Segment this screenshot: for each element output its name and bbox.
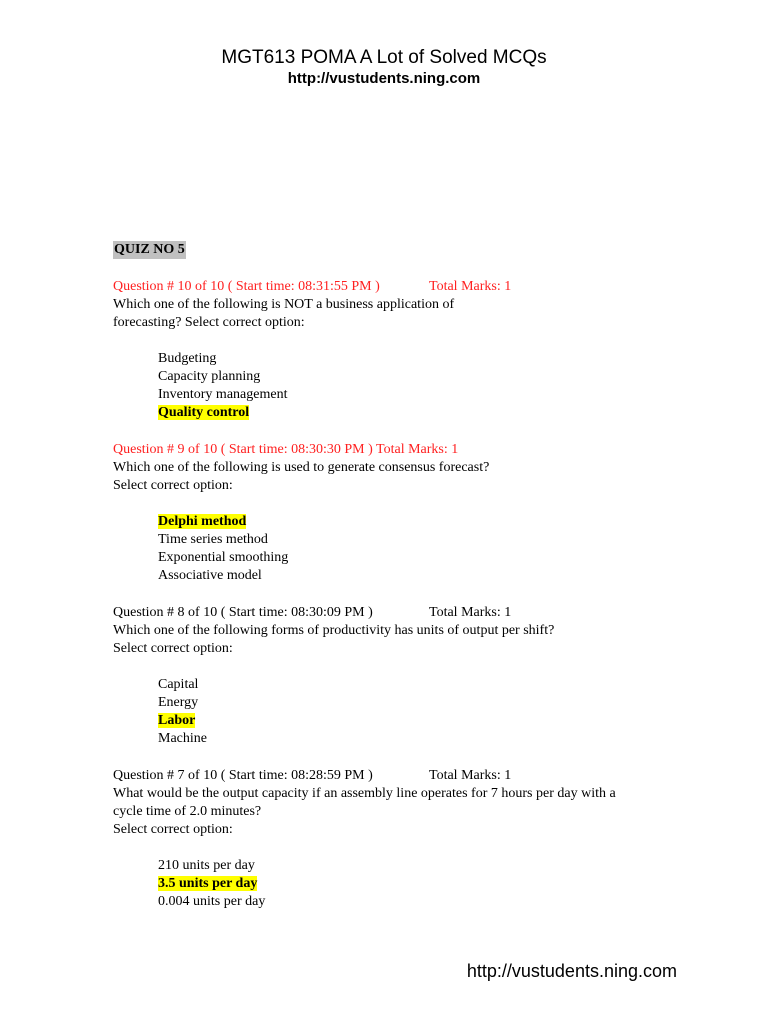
question-header: [113, 278, 693, 296]
option-item: 0.004 units per day: [158, 894, 266, 909]
quiz-title: QUIZ NO 5: [114, 242, 185, 257]
option-item: Exponential smoothing: [158, 550, 289, 565]
header-url-link[interactable]: http://vustudents.ning.com: [287, 70, 481, 87]
question-text-line: Select correct option:: [113, 641, 233, 656]
question-header: [113, 767, 693, 785]
question-marks: Total Marks: 1: [429, 605, 512, 620]
correct-option: Labor: [158, 713, 196, 728]
question-header: [113, 441, 693, 459]
question-marks: Total Marks: 1: [429, 768, 512, 783]
question-number: Question # 7 of 10 ( Start time: 08:28:59 PM ): [113, 768, 373, 783]
correct-option: 3.5 units per day: [158, 876, 258, 891]
question-8: [113, 604, 693, 748]
correct-option: Delphi method: [158, 514, 247, 529]
question-text-line: Which one of the following forms of productivity has units of output per shift?: [113, 623, 555, 638]
question-text-line: Which one of the following is NOT a business application of: [113, 297, 455, 312]
question-text-line: Select correct option:: [113, 478, 233, 493]
options-list: [158, 350, 693, 422]
question-text-line: Select correct option:: [113, 822, 233, 837]
option-item: 210 units per day: [158, 858, 255, 873]
options-list: [158, 857, 693, 911]
option-item: Associative model: [158, 568, 262, 583]
question-text-line: forecasting? Select correct option:: [113, 315, 305, 330]
option-item: Budgeting: [158, 351, 217, 366]
question-10: [113, 278, 693, 422]
question-text-line: Which one of the following is used to generate consensus forecast?: [113, 460, 490, 475]
question-text-line: cycle time of 2.0 minutes?: [113, 804, 262, 819]
option-item: Inventory management: [158, 387, 288, 402]
document-title: MGT613 POMA A Lot of Solved MCQs: [221, 47, 547, 68]
option-item: Machine: [158, 731, 207, 746]
question-text-line: What would be the output capacity if an assembly line operates for 7 hours per day with a: [113, 786, 616, 801]
question-9: [113, 441, 693, 585]
footer-url-link[interactable]: http://vustudents.ning.com: [466, 961, 677, 981]
question-marks: Total Marks: 1: [429, 279, 512, 294]
quiz-content: [113, 241, 693, 930]
question-number: Question # 8 of 10 ( Start time: 08:30:09 PM ): [113, 605, 373, 620]
question-7: [113, 767, 693, 911]
question-header: [113, 604, 693, 622]
option-item: Time series method: [158, 532, 268, 547]
question-number: Question # 9 of 10 ( Start time: 08:30:30 PM ) Total Marks: 1: [113, 442, 459, 457]
option-item: Capital: [158, 677, 199, 692]
options-list: [158, 513, 693, 585]
question-number: Question # 10 of 10 ( Start time: 08:31:55 PM ): [113, 279, 380, 294]
correct-option: Quality control: [158, 405, 250, 420]
option-item: Capacity planning: [158, 369, 261, 384]
option-item: Energy: [158, 695, 199, 710]
options-list: [158, 676, 693, 748]
